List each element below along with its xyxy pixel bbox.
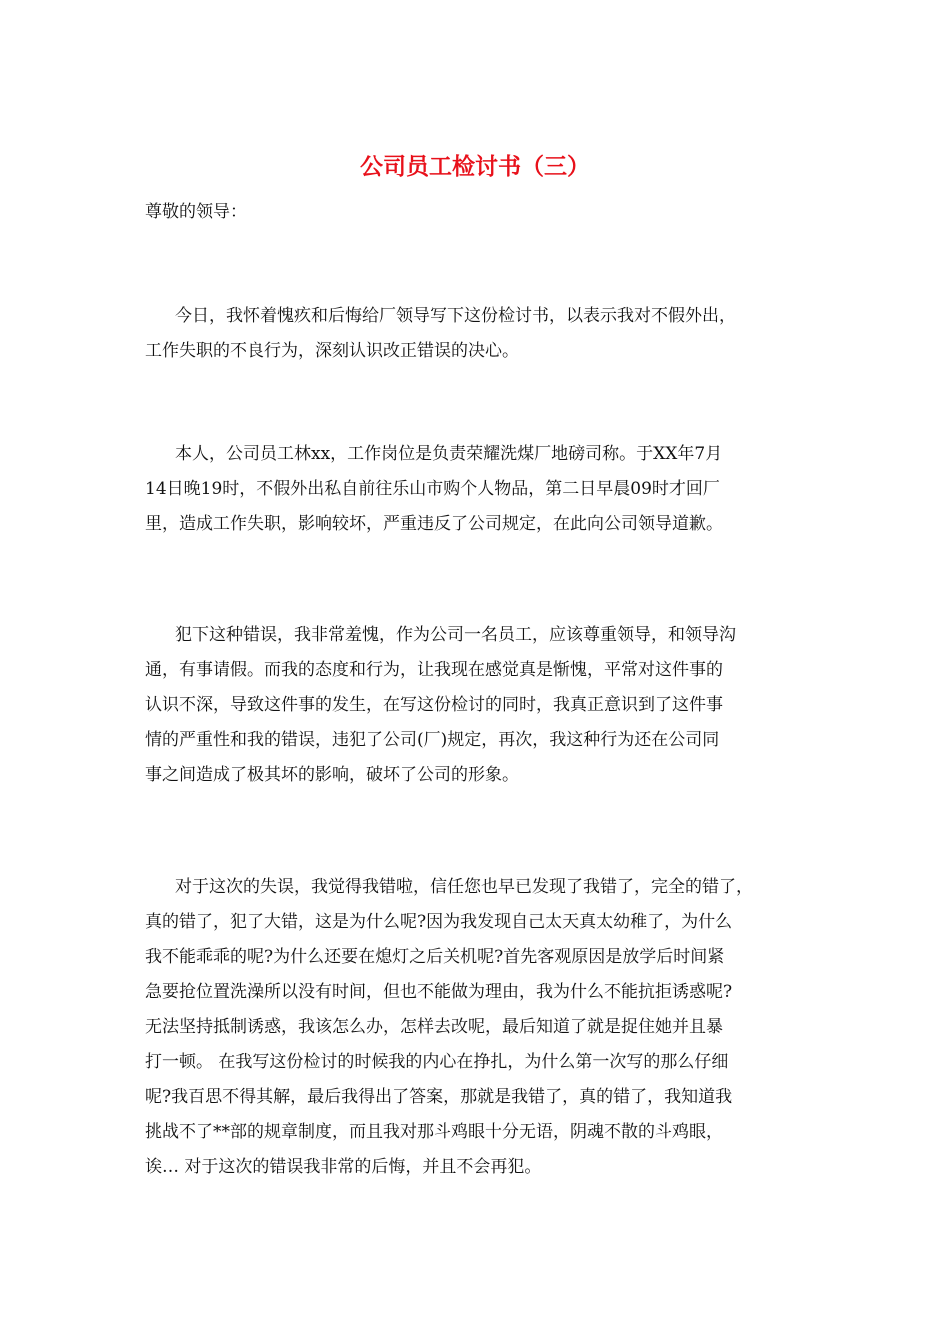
paragraph-line: 14日晚19时，不假外出私自前往乐山市购个人物品，第二日早晨09时才回厂 bbox=[145, 479, 720, 499]
paragraph-line: 急要抢位置洗澡所以没有时间，但也不能做为理由，我为什么不能抗拒诱惑呢? bbox=[145, 982, 733, 1002]
paragraph-line: 挑战不了**部的规章制度，而且我对那斗鸡眼十分无语，阴魂不散的斗鸡眼， bbox=[145, 1122, 723, 1142]
paragraph-line: 情的严重性和我的错误，违犯了公司(厂)规定，再次，我这种行为还在公司同 bbox=[145, 730, 720, 750]
paragraph-line: 工作失职的不良行为，深刻认识改正错误的决心。 bbox=[145, 341, 519, 361]
paragraph-line: 对于这次的失误，我觉得我错啦，信任您也早已发现了我错了，完全的错了， bbox=[175, 877, 753, 897]
paragraph-3 bbox=[145, 618, 805, 793]
paragraph-line: 我不能乖乖的呢?为什么还要在熄灯之后关机呢?首先客观原因是放学后时间紧 bbox=[145, 947, 725, 967]
paragraph-line: 诶… 对于这次的错误我非常的后悔，并且不会再犯。 bbox=[145, 1157, 542, 1177]
paragraph-4 bbox=[145, 870, 805, 1185]
paragraph-line: 里，造成工作失职，影响较坏，严重违反了公司规定，在此向公司领导道歉。 bbox=[145, 514, 723, 534]
paragraph-line: 呢?我百思不得其解，最后我得出了答案，那就是我错了，真的错了，我知道我 bbox=[145, 1087, 733, 1107]
paragraph-line: 打一顿。 在我写这份检讨的时候我的内心在挣扎，为什么第一次写的那么仔细 bbox=[145, 1052, 729, 1072]
paragraph-line: 真的错了，犯了大错，这是为什么呢?因为我发现自己太天真太幼稚了，为什么 bbox=[145, 912, 733, 932]
paragraph-line: 认识不深，导致这件事的发生，在写这份检讨的同时，我真正意识到了这件事 bbox=[145, 695, 723, 715]
paragraph-line: 无法坚持抵制诱惑，我该怎么办，怎样去改呢，最后知道了就是捉住她并且暴 bbox=[145, 1017, 723, 1037]
paragraph-line: 通，有事请假。而我的态度和行为，让我现在感觉真是惭愧，平常对这件事的 bbox=[145, 660, 723, 680]
paragraph-line: 今日，我怀着愧疚和后悔给厂领导写下这份检讨书，以表示我对不假外出， bbox=[175, 306, 736, 326]
paragraph-1 bbox=[145, 299, 805, 369]
paragraph-2 bbox=[145, 437, 805, 542]
paragraph-line: 事之间造成了极其坏的影响，破坏了公司的形象。 bbox=[145, 765, 519, 785]
paragraph-line: 本人，公司员工林xx，工作岗位是负责荣耀洗煤厂地磅司称。于XX年7月 bbox=[175, 444, 723, 464]
paragraph-line: 犯下这种错误，我非常羞愧，作为公司一名员工，应该尊重领导，和领导沟 bbox=[175, 625, 736, 645]
salutation: 尊敬的领导： bbox=[145, 202, 247, 222]
document-title: 公司员工检讨书（三） bbox=[360, 153, 590, 180]
